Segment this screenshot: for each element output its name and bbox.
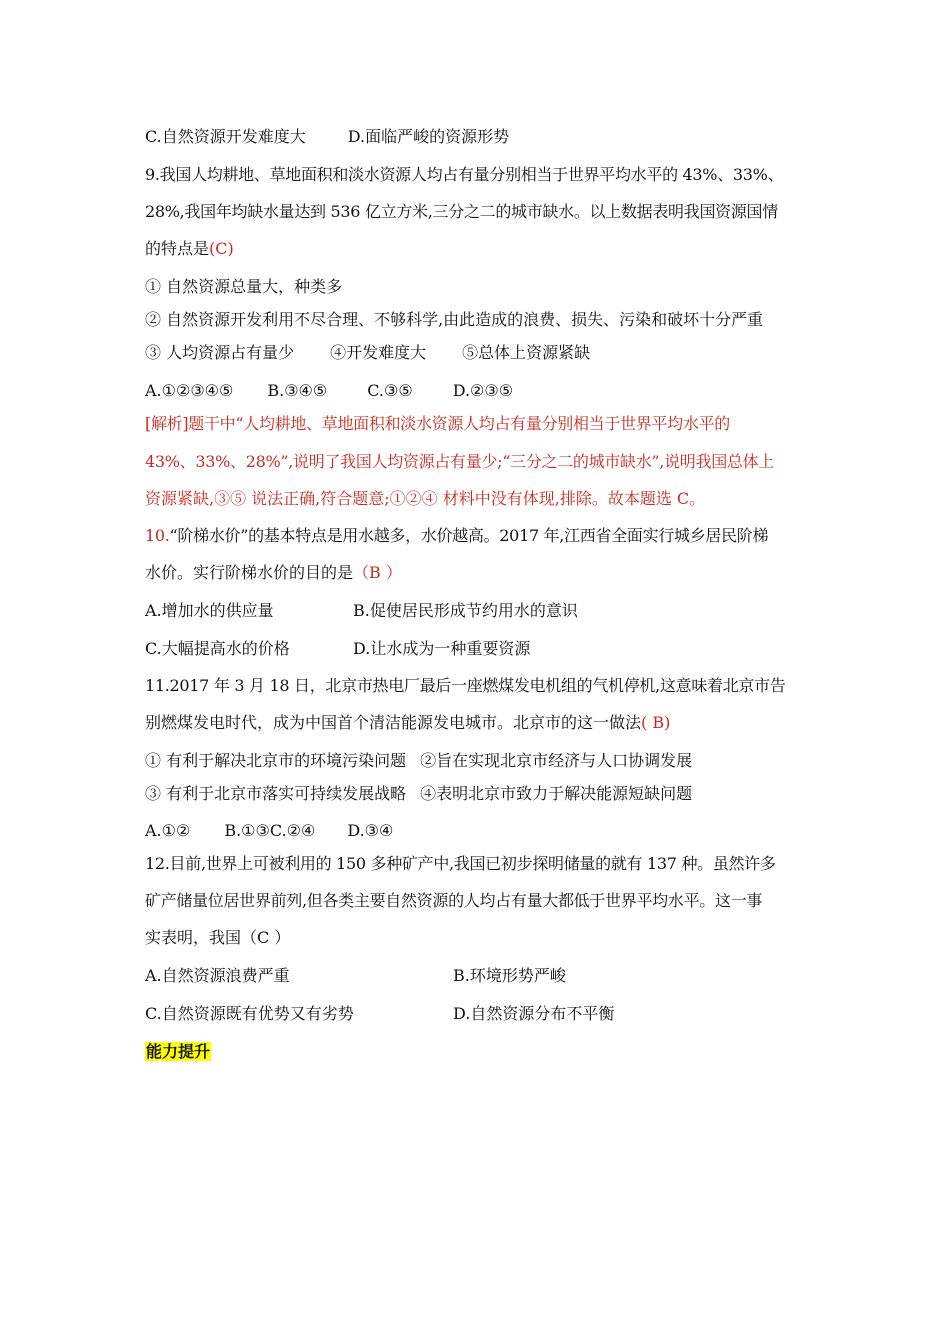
q9-option-d: D.②③⑤ (452, 381, 514, 400)
q11-option-bc: B.①③C.②④ (224, 821, 316, 840)
q9-item-2: ② 自然资源开发利用不尽合理、不够科学,由此造成的浪费、损失、污染和破坏十分严重 (145, 310, 764, 329)
section-title: 能力提升 (146, 1042, 211, 1061)
q11-answer: ( B) (641, 713, 671, 732)
q11-item-2: ②旨在实现北京市经济与人口协调发展 (420, 751, 693, 770)
q9-answer: (C) (209, 239, 234, 258)
q12-stem-line-3: 实表明，我国（C ） (145, 928, 291, 947)
q12-stem-line-1: 12.目前,世界上可被利用的 150 多种矿产中,我国已初步探明储量的就有 137 种。虽然许多 (145, 854, 776, 873)
q11-stem-line-1: 11.2017 年 3 月 18 日，北京市热电厂最后一座燃煤发电机组的气机停机,这意味着北京市告 (145, 676, 786, 695)
q9-items-3-5 (145, 342, 590, 364)
q11-items-3-4 (145, 783, 692, 805)
q11-item-3: ③ 有利于北京市落实可持续发展战略 (145, 784, 407, 803)
q8-option-d: D.面临严峻的资源形势 (347, 127, 510, 146)
q9-analysis-line-3: 资源紧缺,③⑤ 说法正确,符合题意;①②④ 材料中没有体现,排除。故本题选 C。 (145, 489, 706, 508)
q12-option-b: B.环境形势严峻 (453, 966, 566, 985)
q9-item-5: ⑤总体上资源紧缺 (462, 343, 591, 362)
q10-stem-text: “阶梯水价”的基本特点是用水越多，水价越高。2017 年,江西省全面实行城乡居民阶梯 (169, 526, 769, 545)
q8-options (145, 126, 509, 148)
q11-stem-line-2 (145, 712, 670, 734)
q9-analysis-line-2: 43%、33%、28%”,说明了我国人均资源占有量少;“三分之二的城市缺水”,说明我国总体上 (145, 452, 774, 471)
q12-option-c: C.自然资源既有优势又有劣势 (145, 1004, 354, 1023)
q9-options (145, 380, 513, 402)
q10-option-b: B.促使居民形成节约用水的意识 (353, 601, 578, 620)
q11-items-1-2 (145, 750, 692, 772)
q10-stem-text-2: 水价。实行阶梯水价的目的是 (145, 563, 354, 582)
q10-option-d: D.让水成为一种重要资源 (353, 639, 531, 658)
q12-stem-line-2: 矿产储量位居世界前列,但各类主要自然资源的人均占有量大都低于世界平均水平。这一事 (145, 891, 763, 910)
q11-option-a: A.①② (145, 821, 191, 840)
q9-stem-line-2: 28%,我国年均缺水量达到 536 亿立方米,三分之二的城市缺水。以上数据表明我国资源国情 (145, 202, 778, 221)
q11-option-d: D.③④ (347, 821, 394, 840)
q10-stem-line-1 (145, 525, 768, 547)
q11-options (145, 820, 393, 842)
q9-stem-line-1: 9.我国人均耕地、草地面积和淡水资源人均占有量分别相当于世界平均水平的 43%、33%、 (145, 165, 784, 184)
q9-item-1: ① 自然资源总量大，种类多 (145, 277, 343, 296)
q9-stem-line-3 (145, 238, 234, 260)
q9-stem-text: 的特点是 (145, 239, 210, 258)
q9-option-b: B.③④⑤ (267, 381, 328, 400)
q10-option-a: A.增加水的供应量 (145, 601, 274, 620)
q9-item-3: ③ 人均资源占有量少 (145, 343, 295, 362)
q10-answer: （B ） (353, 563, 402, 582)
q10-stem-line-2 (145, 562, 402, 584)
q9-option-c: C.③⑤ (367, 381, 413, 400)
q11-item-4: ④表明北京市致力于解决能源短缺问题 (420, 784, 693, 803)
q10-number: 10. (145, 526, 170, 545)
q9-item-4: ④开发难度大 (330, 343, 427, 362)
q11-stem-text-2: 别燃煤发电时代，成为中国首个清洁能源发电城市。北京市的这一做法 (145, 713, 642, 732)
q9-analysis-line-1: [解析]题干中“人均耕地、草地面积和淡水资源人均占有量分别相当于世界平均水平的 (145, 414, 730, 433)
q10-option-c: C.大幅提高水的价格 (145, 639, 290, 658)
q12-option-a: A.自然资源浪费严重 (145, 966, 290, 985)
q9-option-a: A.①②③④⑤ (145, 381, 234, 400)
q12-option-d: D.自然资源分布不平衡 (453, 1004, 615, 1023)
q8-option-c: C.自然资源开发难度大 (145, 127, 306, 146)
q11-item-1: ① 有利于解决北京市的环境污染问题 (145, 751, 407, 770)
section-heading (145, 1041, 211, 1063)
